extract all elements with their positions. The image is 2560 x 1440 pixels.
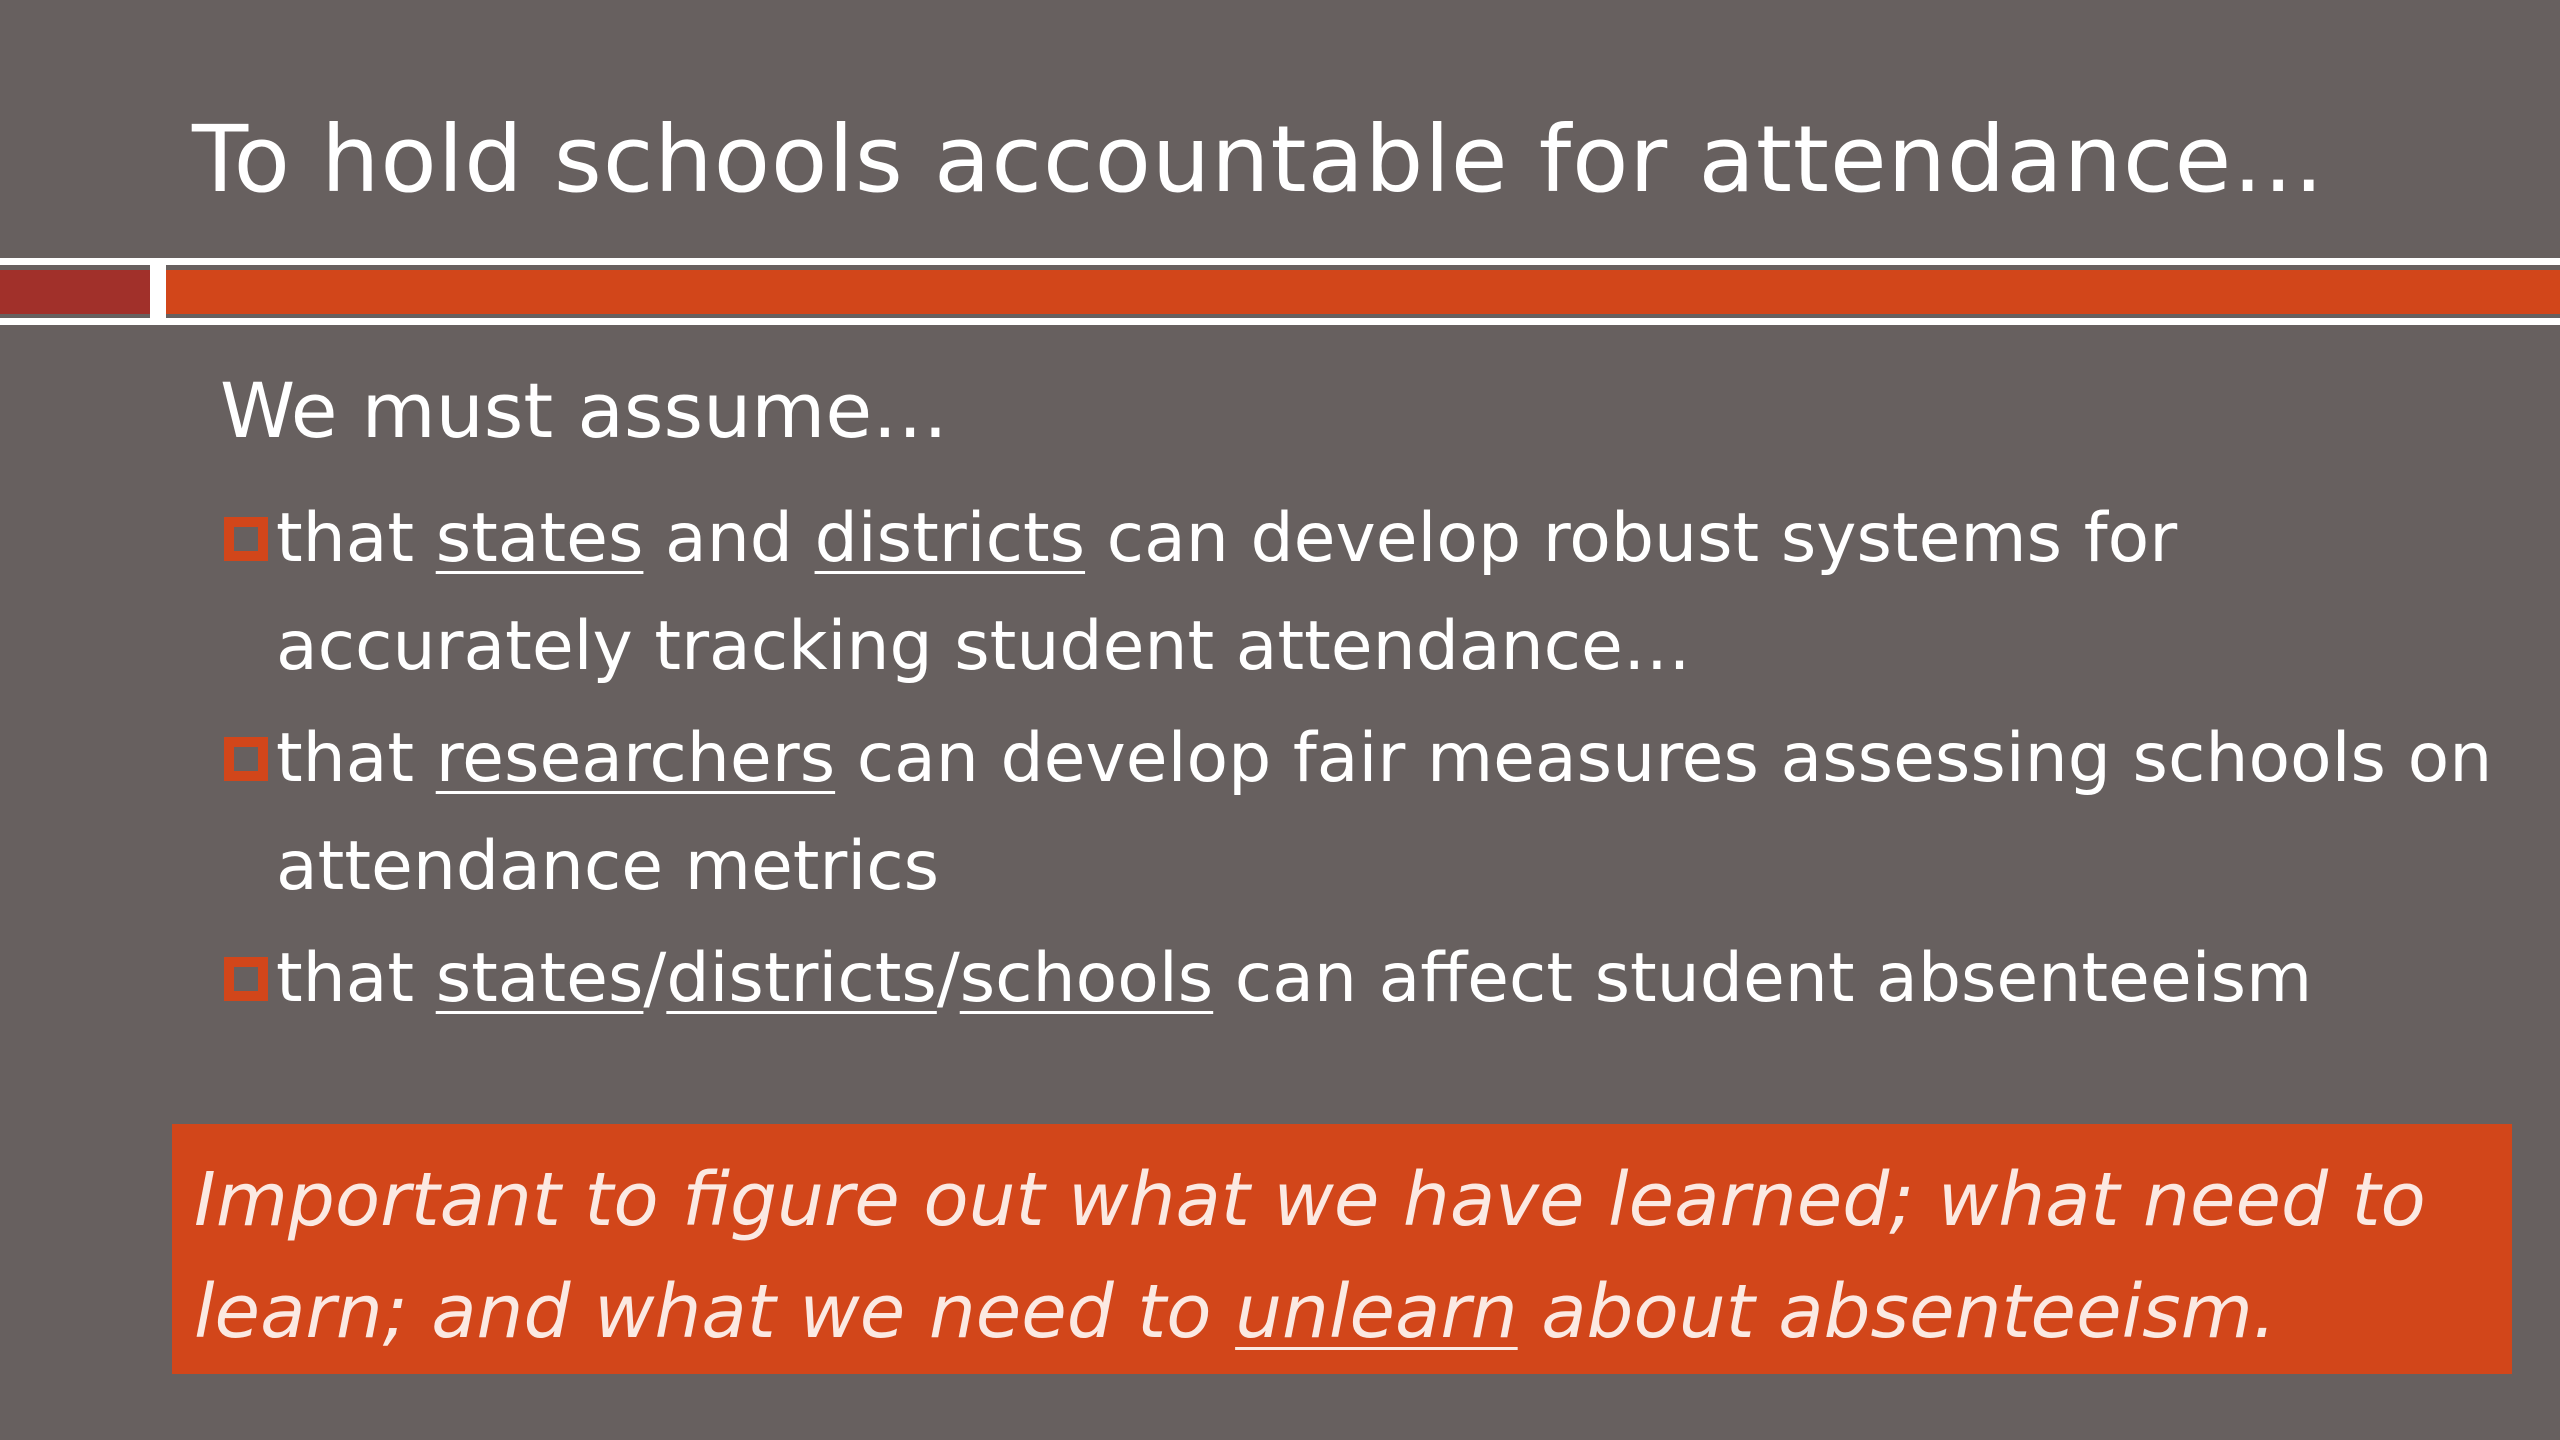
hollow-square-bullet-icon bbox=[224, 957, 268, 1001]
bullet-text: that bbox=[276, 719, 436, 798]
bullet-list bbox=[220, 485, 2493, 1037]
bullet-text: and bbox=[643, 499, 815, 578]
accent-bar-separator bbox=[150, 265, 166, 318]
bullet-item bbox=[220, 485, 2480, 701]
bullet-underlined-term: states bbox=[435, 939, 644, 1018]
callout-underlined-word: unlearn bbox=[1235, 1269, 1518, 1355]
callout-line-2 bbox=[194, 1256, 2490, 1368]
accent-bar-left bbox=[0, 270, 150, 314]
bullet-underlined-term: states bbox=[435, 499, 644, 578]
callout-line-2-end: about absenteeism. bbox=[1517, 1269, 2277, 1355]
callout-line-2-start: learn; and what we need to bbox=[194, 1269, 1236, 1355]
bullet-continuation: accurately tracking student attendance… bbox=[276, 607, 1691, 686]
bullet-text: / bbox=[936, 939, 960, 1018]
bullet-line bbox=[276, 485, 2480, 593]
bullet-underlined-term: districts bbox=[666, 939, 937, 1018]
divider-rule-top bbox=[0, 258, 2560, 265]
bullet-text: that bbox=[276, 499, 436, 578]
bullet-text: that bbox=[276, 939, 436, 1018]
bullet-continuation: attendance metrics bbox=[276, 827, 940, 906]
bullet-underlined-term: schools bbox=[959, 939, 1214, 1018]
lead-text: We must assume… bbox=[220, 366, 949, 455]
bullet-text: can develop robust systems for bbox=[1085, 499, 2178, 578]
divider-rule-bottom bbox=[0, 318, 2560, 325]
hollow-square-bullet-icon bbox=[224, 517, 268, 561]
bullet-line bbox=[276, 925, 2480, 1033]
callout-line-1: Important to figure out what we have learned; what need to bbox=[194, 1157, 2426, 1243]
bullet-underlined-term: districts bbox=[814, 499, 1086, 578]
bullet-item bbox=[220, 925, 2480, 1033]
callout-box bbox=[172, 1124, 2512, 1374]
accent-bar-main bbox=[166, 270, 2560, 314]
bullet-text: / bbox=[643, 939, 667, 1018]
bullet-item bbox=[220, 705, 2493, 921]
bullet-underlined-term: researchers bbox=[435, 719, 836, 798]
bullet-text: can develop fair measures assessing schools on bbox=[835, 719, 2493, 798]
hollow-square-bullet-icon bbox=[224, 737, 268, 781]
bullet-text: can affect student absenteeism bbox=[1213, 939, 2313, 1018]
slide-title: To hold schools accountable for attendance… bbox=[192, 106, 2326, 213]
bullet-line bbox=[276, 705, 2493, 813]
